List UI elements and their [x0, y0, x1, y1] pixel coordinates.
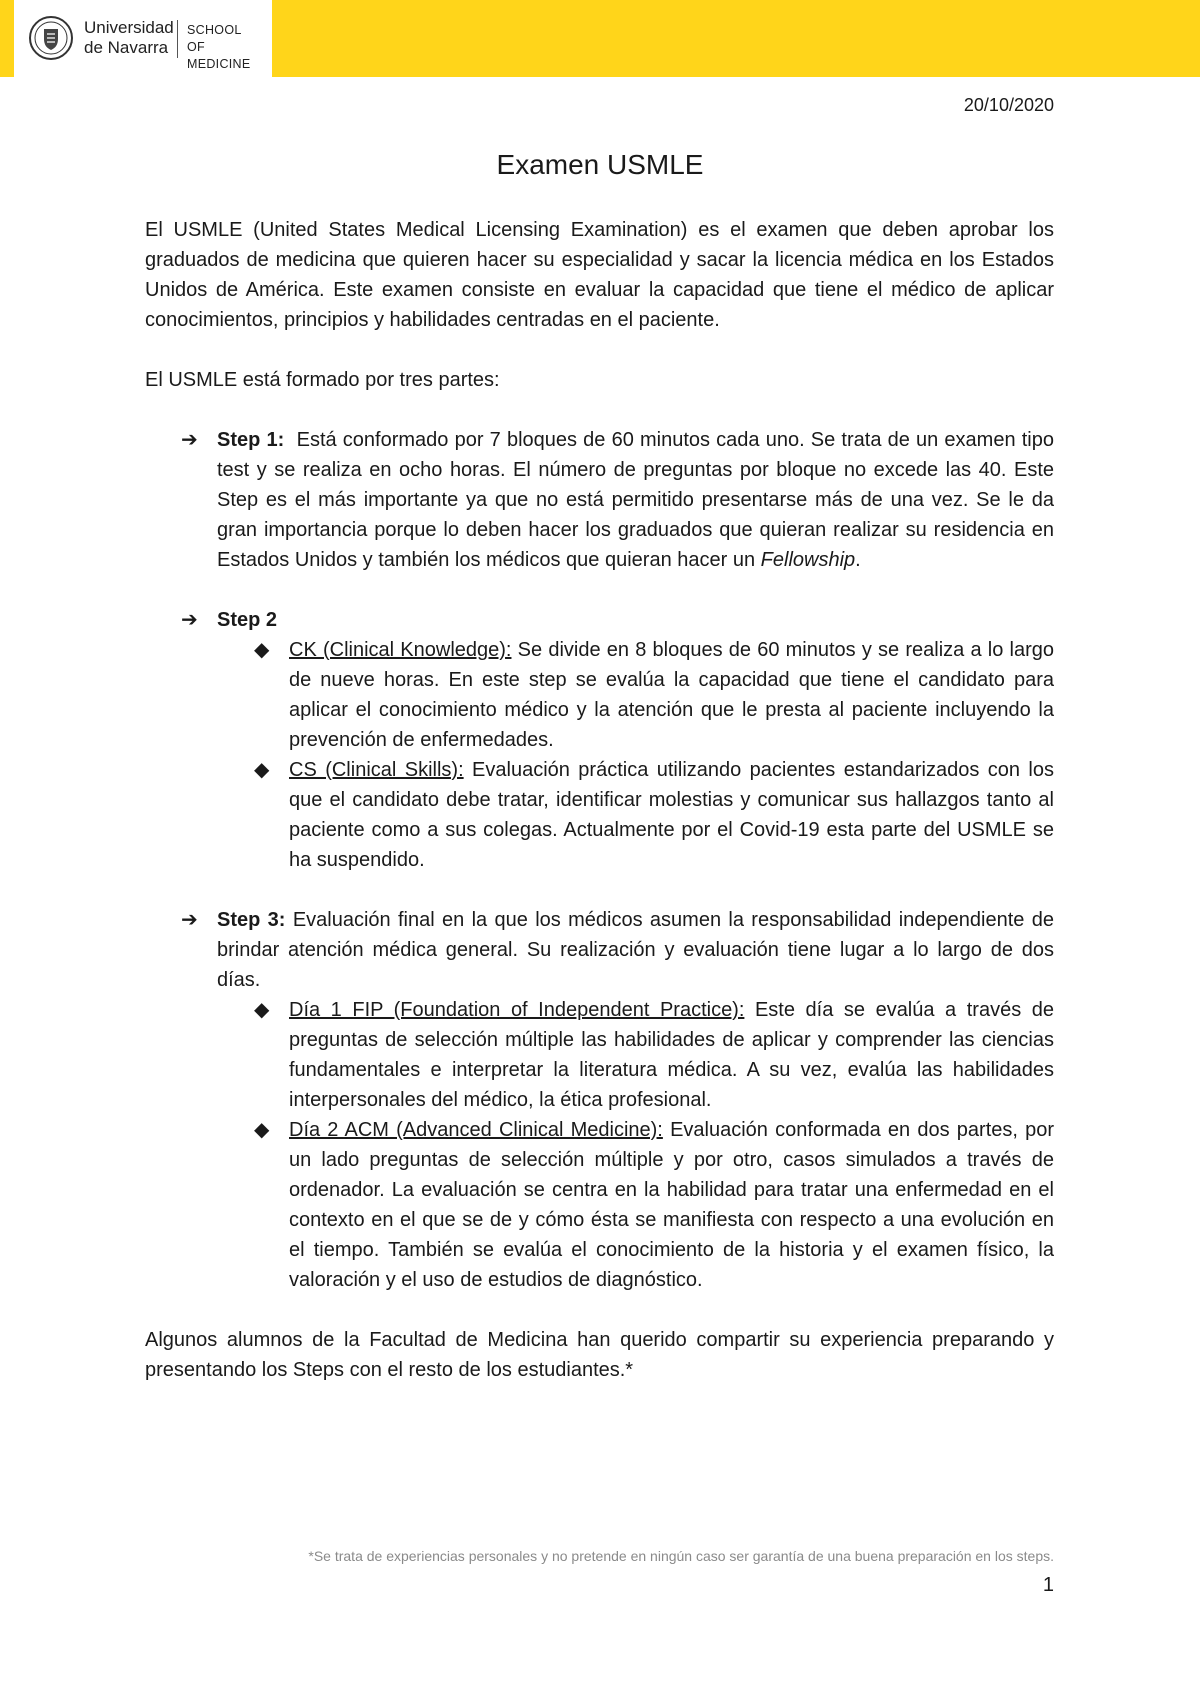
- university-name-line1: Universidad: [84, 18, 174, 37]
- step-1-italic: Fellowship: [760, 549, 856, 571]
- university-name-line2: de Navarra: [84, 38, 169, 57]
- arrow-right-icon: ➔: [181, 609, 198, 631]
- step-2-ck: [145, 635, 1054, 755]
- diamond-bullet-icon: ◆: [254, 1119, 270, 1141]
- closing-paragraph: Algunos alumnos de la Facultad de Medicina han querido compartir su experiencia preparando y presentando los Steps con el resto de los estudiantes.*: [145, 1329, 1054, 1381]
- parts-lead: El USMLE está formado por tres partes:: [145, 369, 500, 391]
- cs-body: Evaluación práctica utilizando pacientes estandarizados con los que el candidato debe tratar, identificar molestias y comunicar sus hallazgos tanto al paciente como a sus colegas. Actualmente por el Covid-19 esta parte del USMLE se ha suspendido.: [289, 759, 1054, 871]
- page-title: Examen USMLE: [496, 149, 704, 180]
- ck-label: CK (Clinical Knowledge):: [289, 639, 512, 661]
- diamond-bullet-icon: ◆: [254, 999, 270, 1021]
- dia2-body: Evaluación conformada en dos partes, por un lado preguntas de selección múltiple y por otro, casos simulados a través de ordenador. La evaluación se centra en la habilidad para tratar una enfermedad en el contexto en el que se de y cómo ésta se manifiesta con respecto a una evolución en el tiempo. También se evalúa el conocimiento de la historia y el examen físico, la valoración y el uso de estudios de diagnóstico.: [289, 1119, 1055, 1291]
- dia1-text: [289, 995, 1054, 1115]
- dia2-label: Día 2 ACM (Advanced Clinical Medicine):: [289, 1119, 663, 1141]
- dia1-label: Día 1 FIP (Foundation of Independent Practice):: [289, 999, 745, 1021]
- page-number: 1: [1042, 1574, 1054, 1596]
- arrow-right-icon: ➔: [181, 909, 198, 931]
- logo-divider: [177, 20, 178, 58]
- university-name: [84, 18, 174, 58]
- step-2-label: Step 2: [217, 609, 278, 631]
- step-1-text: [217, 425, 1054, 575]
- footnote: *Se trata de experiencias personales y no pretende en ningún caso ser garantía de una buena preparación en los steps.: [308, 1548, 1054, 1564]
- step-3-dia2: [145, 1115, 1054, 1295]
- step-1: [145, 425, 1054, 575]
- cs-text: [289, 755, 1054, 875]
- dia1-body: Este día se evalúa a través de preguntas de selección múltiple las habilidades de aplicar y comprender las ciencias fundamentales e interpretar la literatura médica. A su vez, evalúa las habilidades interpersonales del médico, la ética profesional.: [289, 999, 1054, 1111]
- step-2-cs: [145, 755, 1054, 875]
- step-3-body: Evaluación final en la que los médicos asumen la responsabilidad independiente de brindar atención médica general. Su realización y evaluación tiene lugar a lo largo de dos días.: [217, 909, 1054, 991]
- diamond-bullet-icon: ◆: [254, 759, 270, 781]
- intro-paragraph: El USMLE (United States Medical Licensing Examination) es el examen que deben aprobar los graduados de medicina que quieren hacer su especialidad y sacar la licencia médica en los Estados Unidos de América. Este examen consiste en evaluar la capacidad que tiene el médico de aplicar conocimientos, principios y habilidades centradas en el paciente.: [145, 219, 1054, 331]
- step-1-label: Step 1:: [217, 429, 285, 451]
- step-1-body: Está conformado por 7 bloques de 60 minutos cada uno. Se trata de un examen tipo test y se realiza en ocho horas. El número de preguntas por bloque no excede las 40. Este Step es el más importante ya que no está permitido presentarse más de una vez. Se le da gran importancia porque lo deben hacer los graduados que quieran realizar su residencia en Estados Unidos y también los médicos que quieran hacer un: [217, 429, 1054, 571]
- step-2-heading: [217, 605, 1054, 635]
- step-3-label: Step 3:: [217, 909, 286, 931]
- university-logo: [14, 0, 272, 77]
- step-3-dia1: [145, 995, 1054, 1115]
- school-name-line1: SCHOOL: [187, 23, 242, 37]
- step-1-end: .: [855, 549, 861, 571]
- cs-label: CS (Clinical Skills):: [289, 759, 464, 781]
- document-body: [145, 215, 1054, 1385]
- step-3-text: [217, 905, 1054, 995]
- document-date: 20/10/2020: [963, 95, 1054, 115]
- diamond-bullet-icon: ◆: [254, 639, 270, 661]
- arrow-right-icon: ➔: [181, 429, 198, 451]
- ck-body: Se divide en 8 bloques de 60 minutos y se realiza a lo largo de nueve horas. En este step se evalúa la capacidad que tiene el candidato para aplicar el conocimiento médico y la atención que le presta al paciente incluyendo la prevención de enfermedades.: [289, 639, 1055, 751]
- school-name: [187, 22, 272, 73]
- school-name-line2: OF MEDICINE: [187, 40, 251, 71]
- step-2: [145, 605, 1054, 635]
- university-seal-icon: [28, 15, 74, 61]
- dia2-text: [289, 1115, 1054, 1295]
- step-3: [145, 905, 1054, 995]
- ck-text: [289, 635, 1054, 755]
